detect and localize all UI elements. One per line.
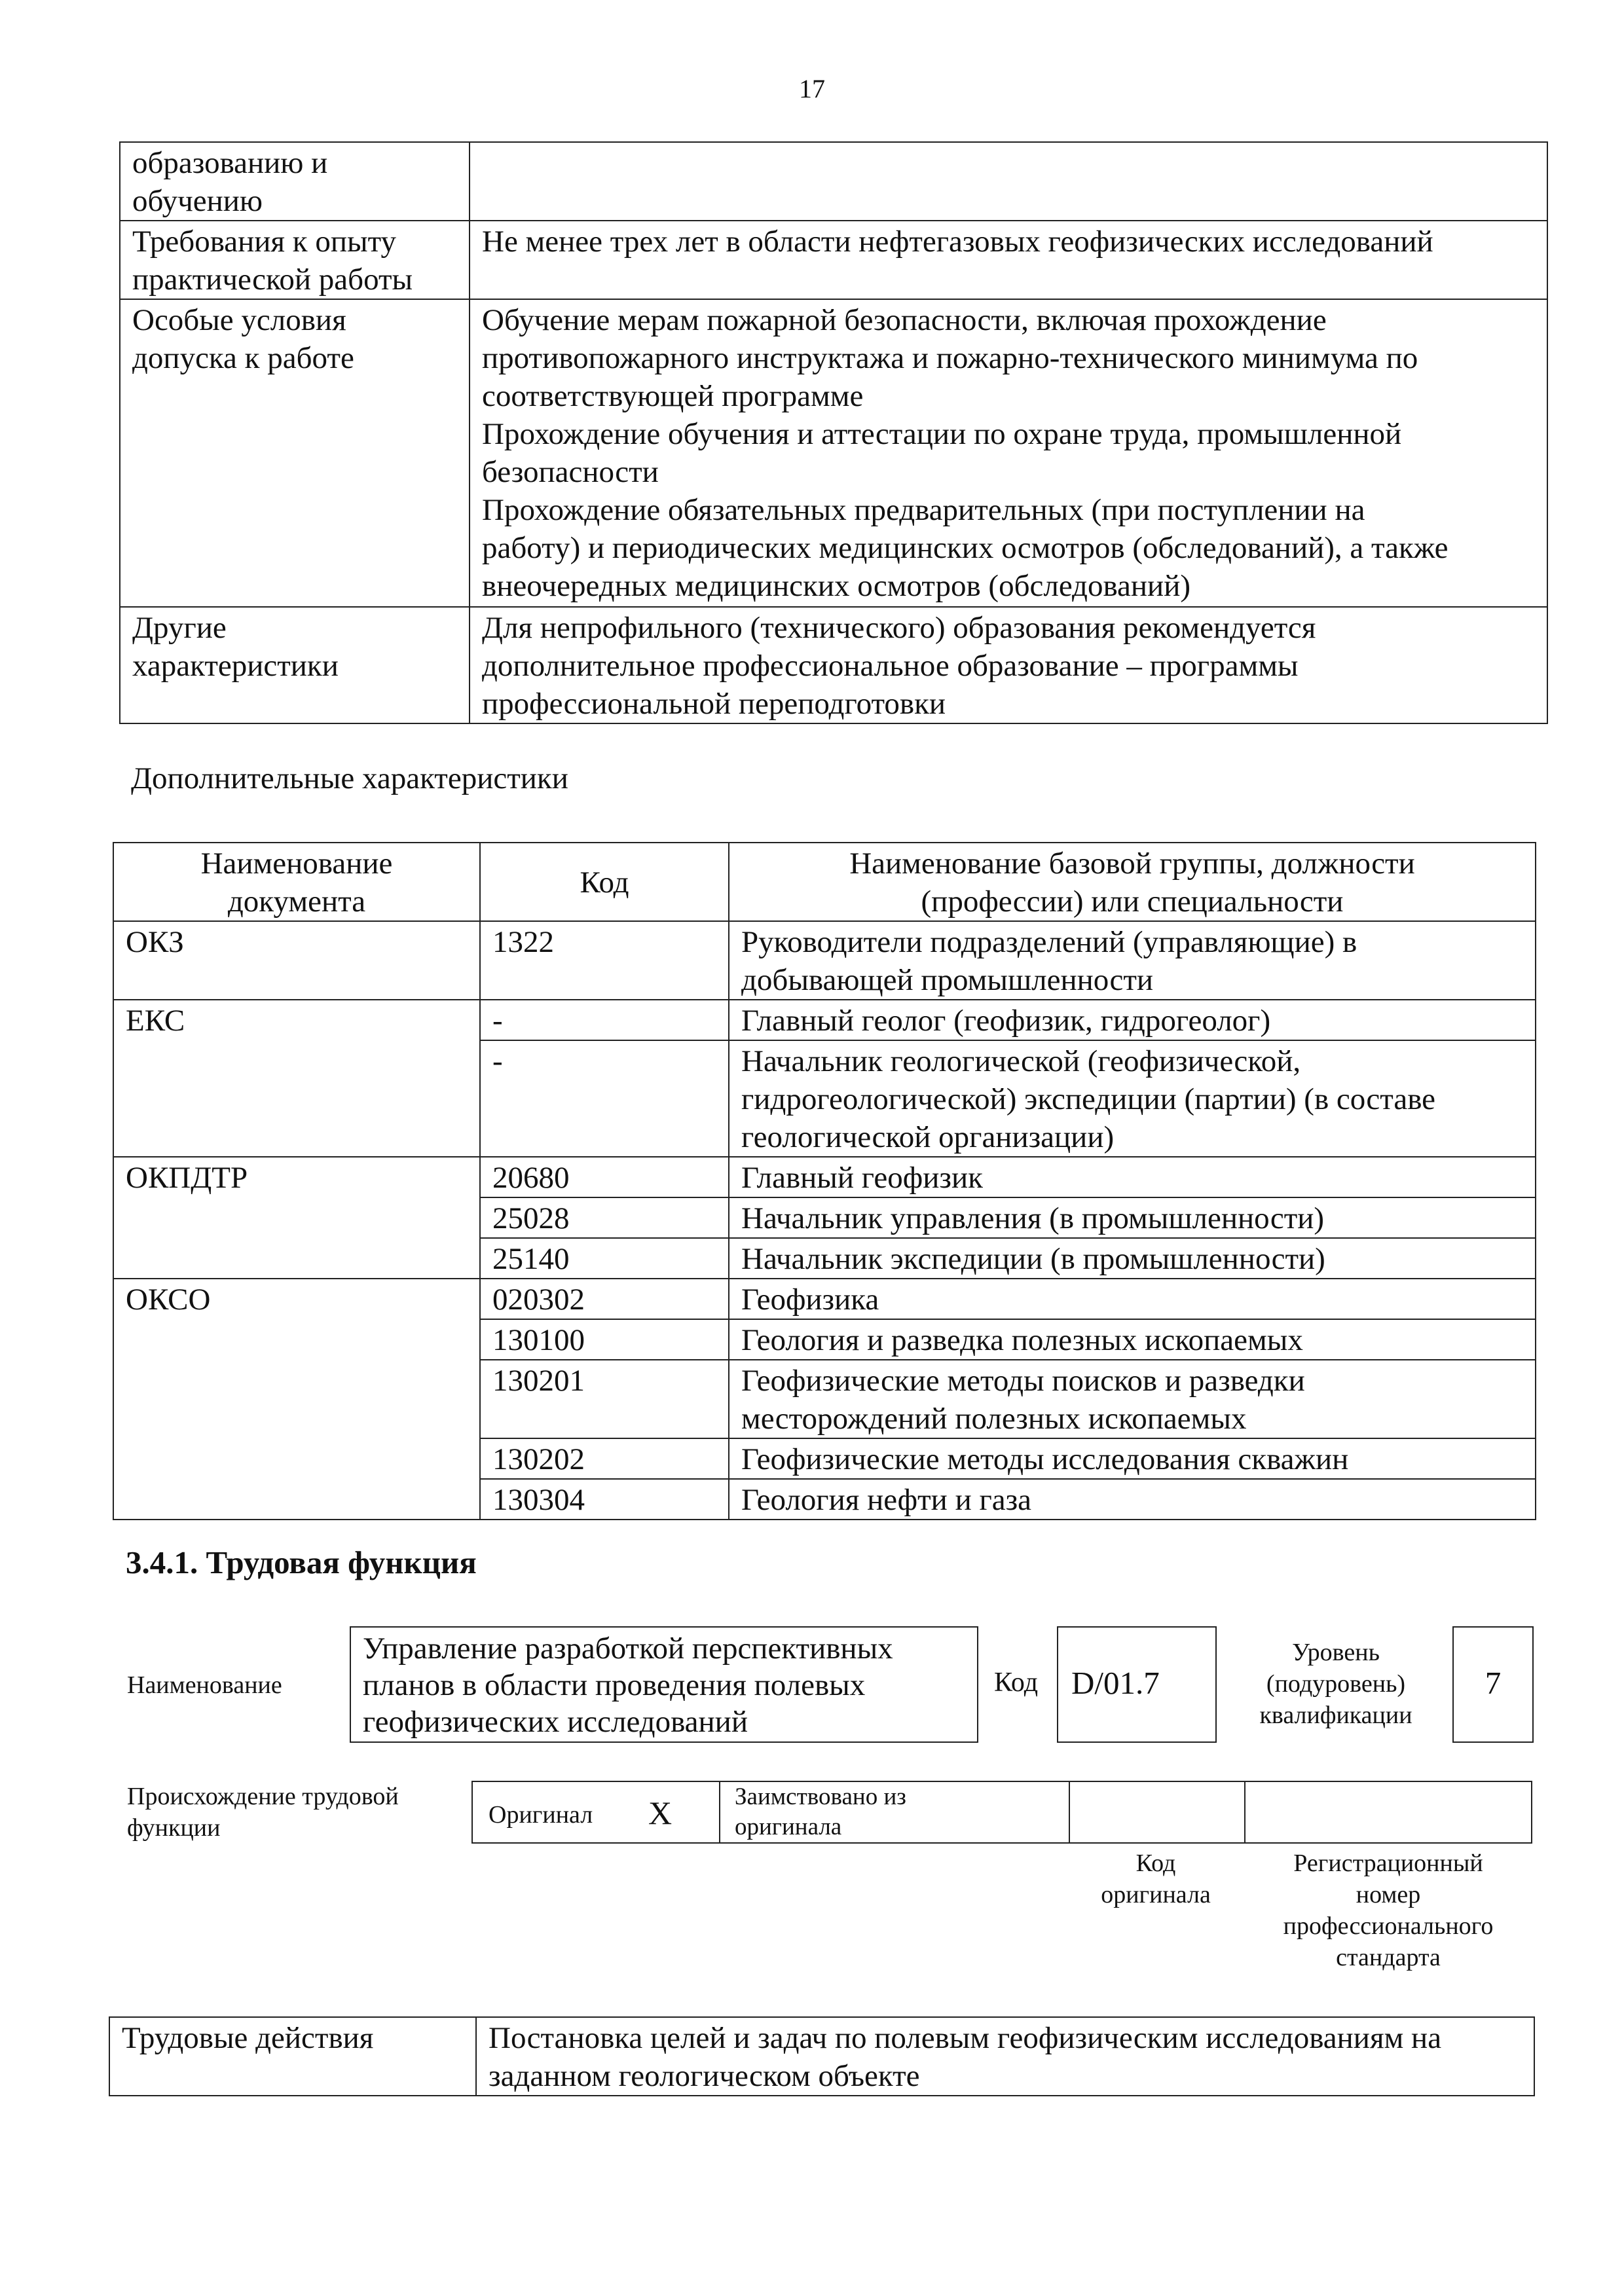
doc-code: - (480, 1000, 729, 1040)
doc-name: ОКПДТР (113, 1157, 480, 1279)
doc-code: 130201 (480, 1360, 729, 1438)
table-row (120, 221, 1547, 299)
origin-label: Происхождение трудовой функции (127, 1783, 399, 1842)
actions-value: Постановка целей и задач по полевым геофизическим исследованиям на заданном геологическом объекте (476, 2017, 1534, 2096)
doc-code: 130100 (480, 1319, 729, 1360)
header-row (113, 843, 1536, 921)
doc-position: Главный геолог (геофизик, гидрогеолог) (729, 1000, 1536, 1040)
qualification-requirements-table (119, 141, 1548, 724)
divider (1244, 1782, 1246, 1844)
doc-position: Геофизические методы исследования скважин (729, 1438, 1536, 1479)
doc-name: ЕКС (113, 1000, 480, 1157)
doc-code: 130304 (480, 1479, 729, 1520)
row-label: образованию и обучению (120, 142, 470, 221)
function-name-label: Наименование (127, 1671, 282, 1699)
page-number: 17 (799, 74, 825, 103)
table-row (109, 2017, 1534, 2096)
borrowed-label: Заимствовано из оригинала (735, 1783, 906, 1840)
doc-position: Руководители подразделений (управляющие) в добывающей промышленности (729, 921, 1536, 1000)
labor-actions-table (109, 2016, 1535, 2096)
table-row (120, 142, 1547, 221)
doc-name: ОКЗ (113, 921, 480, 1000)
doc-position: Начальник экспедиции (в промышленности) (729, 1238, 1536, 1279)
doc-code: 25028 (480, 1197, 729, 1238)
original-code-caption: Код оригинала (1101, 1850, 1211, 1908)
doc-code: 1322 (480, 921, 729, 1000)
row-label: Другие характеристики (120, 607, 470, 723)
additional-characteristics-title: Дополнительные характеристики (131, 761, 568, 795)
original-mark: X (648, 1795, 673, 1831)
row-value (470, 142, 1547, 221)
doc-position: Начальник управления (в промышленности) (729, 1197, 1536, 1238)
doc-code: - (480, 1040, 729, 1157)
doc-position: Начальник геологической (геофизической, гидрогеологической) экспедиции (партии) (в составе геологической организации) (729, 1040, 1536, 1157)
row-label: Особые условия допуска к работе (120, 299, 470, 607)
doc-code: 020302 (480, 1279, 729, 1319)
table-row (113, 921, 1536, 1000)
function-code-box: D/01.7 (1057, 1626, 1217, 1743)
registration-number-caption: Регистрационный номер профессионального стандарта (1283, 1850, 1494, 1971)
doc-code: 20680 (480, 1157, 729, 1197)
doc-position: Геология нефти и газа (729, 1479, 1536, 1520)
original-label: Оригинал (489, 1801, 593, 1829)
row-value: Не менее трех лет в области нефтегазовых геофизических исследований (470, 221, 1547, 299)
origin-table (471, 1781, 1532, 1844)
doc-position: Главный геофизик (729, 1157, 1536, 1197)
header-name: Наименование базовой группы, должности (профессии) или специальности (729, 843, 1536, 921)
function-name-box: Управление разработкой перспективных планов в области проведения полевых геофизических исследований (350, 1626, 978, 1743)
row-label: Требования к опыту практической работы (120, 221, 470, 299)
table-row (120, 607, 1547, 723)
doc-position: Геофизика (729, 1279, 1536, 1319)
divider (1069, 1782, 1070, 1844)
table-row (120, 299, 1547, 607)
qualification-level-box: 7 (1452, 1626, 1534, 1743)
document-codes-table (113, 842, 1536, 1520)
divider (719, 1782, 720, 1844)
table-row (113, 1000, 1536, 1040)
doc-code: 130202 (480, 1438, 729, 1479)
header-code: Код (480, 843, 729, 921)
qualification-level-label: Уровень (подуровень) квалификации (1259, 1639, 1412, 1729)
doc-name: ОКСО (113, 1279, 480, 1520)
doc-position: Геология и разведка полезных ископаемых (729, 1319, 1536, 1360)
section-title: 3.4.1. Трудовая функция (126, 1544, 477, 1580)
doc-code: 25140 (480, 1238, 729, 1279)
actions-label: Трудовые действия (109, 2017, 476, 2096)
row-value: Обучение мерам пожарной безопасности, включая прохождение противопожарного инструктажа и пожарно-технического минимума по соответствующей программе Прохождение обучения и аттестации по охране труда, промышленной безопасности Прохождение обязательных предварительных (при поступлении на работу) и периодических медицинских осмотров (обследований), а также внеочередных медицинских осмотров (обследований) (470, 299, 1547, 607)
header-document: Наименование документа (113, 843, 480, 921)
doc-position: Геофизические методы поисков и разведки месторождений полезных ископаемых (729, 1360, 1536, 1438)
table-row (113, 1279, 1536, 1319)
row-value: Для непрофильного (технического) образования рекомендуется дополнительное профессиональное образование – программы профессиональной переподготовки (470, 607, 1547, 723)
function-code-label: Код (994, 1667, 1039, 1698)
table-row (113, 1157, 1536, 1197)
